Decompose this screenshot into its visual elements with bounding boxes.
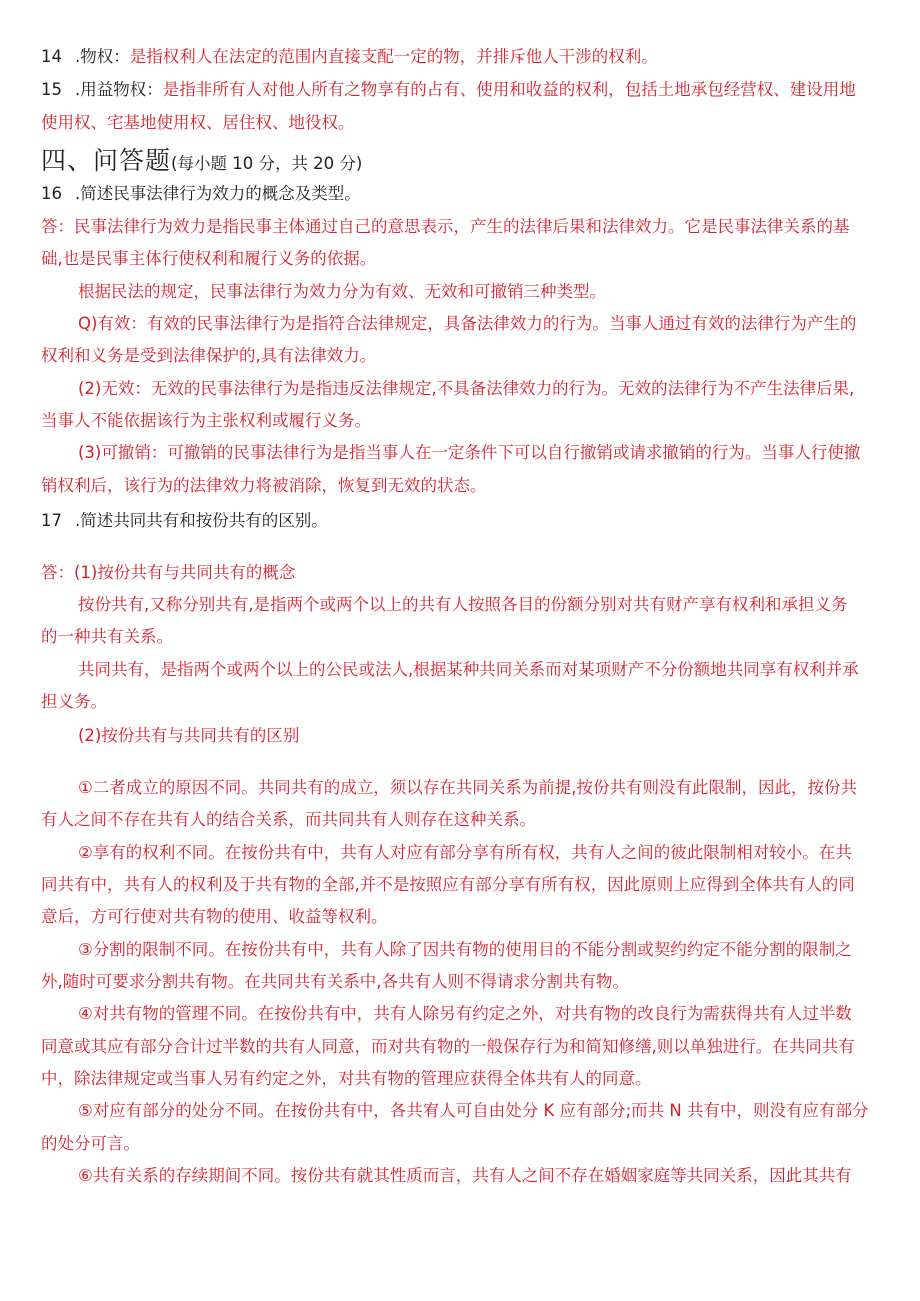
q14-label: .物权： (75, 47, 130, 66)
q17-answer-line: 担义务。 (41, 692, 107, 711)
q15-number: 15 (41, 80, 62, 99)
q17-answer-line: 答：(1)按份共有与共同共有的概念 (41, 563, 296, 582)
q16-answer-line: (3)可撤销：可撤销的民事法律行为是指当事人在一定条件下可以自行撤销或请求撤销的行为。当事人行使撤 (78, 443, 861, 462)
q17-answer-line: ⑤对应有部分的处分不同。在按份共有中，各共宥人可自由处分 K 应有部分;而共 N 共有中，则没有应有部分 (78, 1101, 869, 1120)
q17-answer-line: 有人之间不存在共有人的结合关系，而共同共有人则存在这种关系。 (41, 810, 536, 829)
q17-answer-line: (2)按份共有与共同共有的区别 (78, 726, 300, 745)
q15-text-1: 是指非所有人对他人所有之物享有的占有、使用和收益的权利，包括土地承包经营权、建设用地 (162, 80, 856, 99)
q14-text: 是指权利人在法定的范围内直接支配一定的物，并排斥他人干涉的权利。 (129, 47, 658, 66)
q16-answer-line: 根据民法的规定，民事法律行为效力分为有效、无效和可撤销三种类型。 (78, 282, 606, 301)
section-note: (每小题 10 分，共 20 分) (171, 154, 363, 173)
q16-answer-line: (2)无效：无效的民事法律行为是指违反法律规定,不具备法律效力的行为。无效的法律行为不产生法律后果, (78, 379, 855, 398)
q17-answer-line: 意后，方可行使对共有物的使用、收益等权利。 (41, 907, 388, 926)
q17-answer-line: 同共有中，共有人的权利及于共有物的全部,并不是按照应有部分享有所有权，因此原则上应得到全体共有人的同 (41, 875, 855, 894)
q17-answer-line: ②享有的权利不同。在按份共有中，共有人对应有部分享有所有权，共有人之间的彼此限制相对较小。在共 (78, 843, 852, 862)
q16-answer-line: 当事人不能依据该行为主张权利或履行义务。 (41, 411, 371, 430)
q15-line-2: 使用权、宅基地使用权、居住权、地役权。 (41, 113, 355, 132)
q16-question (41, 183, 883, 205)
q17-answer-line: 按份共有,又称分别共有,是指两个或两个以上的共有人按照各目的份额分别对共有财产享有权利和承担义务 (78, 595, 848, 614)
q16-answer-line: 销权利后，该行为的法律效力将被消除，恢复到无效的状态。 (41, 476, 487, 495)
q17-question (41, 510, 883, 532)
q17-answer-line: ③分割的限制不同。在按份共有中，共有人除了因共有物的使用目的不能分割或契约约定不能分割的限制之 (78, 940, 852, 959)
q17-answer-line: ⑥共有关系的存续期间不同。按份共有就其性质而言，共有人之间不存在婚姻家庭等共同关系，因此其共有 (78, 1166, 852, 1185)
q17-answer-line: ①二者成立的原因不同。共同共有的成立，须以存在共同关系为前提,按份共有则没有此限制，因此，按份共 (78, 778, 858, 797)
q17-answer-line: 的处分可言。 (41, 1134, 140, 1153)
q15-line-1 (41, 79, 883, 101)
q16-question-text: .简述民事法律行为效力的概念及类型。 (75, 184, 361, 203)
q14-line (41, 46, 883, 68)
q17-answer-line: 的一种共有关系。 (41, 627, 173, 646)
section-heading (41, 146, 883, 179)
q16-answer-line: 答：民事法律行为效力是指民事主体通过自己的意思表示，产生的法律后果和法律效力。它是民事法律关系的基 (41, 217, 850, 236)
q14-number: 14 (41, 47, 62, 66)
q17-answer-line: 外,随时可要求分割共有物。在共同共有关系中,各共有人则不得请求分割共有物。 (41, 972, 629, 991)
q15-label: .用益物权： (75, 80, 163, 99)
section-title: 四、问答题 (41, 146, 172, 175)
q17-answer-line: 共同共有，是指两个或两个以上的公民或法人,根据某种共同关系而对某项财产不分份额地共同享有权利并承 (78, 660, 859, 679)
q16-answer-line: Q)有效：有效的民事法律行为是指符合法律规定，具备法律效力的行为。当事人通过有效的法律行为产生的 (78, 314, 857, 333)
q16-answer-line: 权利和义务是受到法律保护的,具有法律效力。 (41, 346, 377, 365)
q17-number: 17 (41, 511, 62, 530)
q17-answer-line: 中，除法律规定或当事人另有约定之外，对共有物的管理应获得全体共有人的同意。 (41, 1069, 652, 1088)
q17-question-text: .简述共同共有和按份共有的区别。 (75, 511, 328, 530)
q16-answer-line: 础,也是民事主体行使权利和履行义务的依据。 (41, 249, 377, 268)
q16-number: 16 (41, 184, 62, 203)
q17-answer-line: 同意或其应有部分合计过半数的共有人同意，而对共有物的一般保存行为和简知修缮,则以单独进行。在共同共有 (41, 1037, 855, 1056)
q17-answer-line: ④对共有物的管理不同。在按份共有中，共有人除另有约定之外，对共有物的改良行为需获得共有人过半数 (78, 1004, 852, 1023)
